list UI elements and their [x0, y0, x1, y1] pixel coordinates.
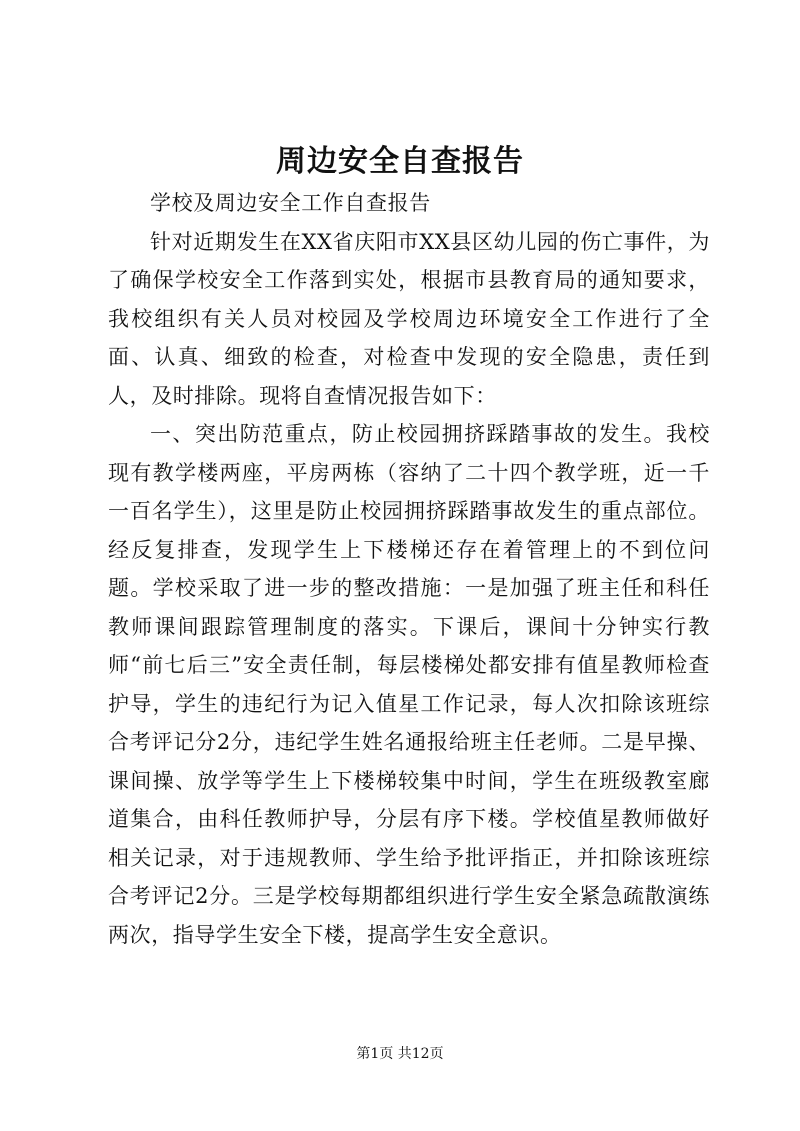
subtitle-paragraph: 学校及周边安全工作自查报告: [150, 191, 431, 215]
page-number-footer: 第1页 共12页: [356, 1046, 444, 1062]
intro-paragraph: 针对近期发生在XX省庆阳市XX县区幼儿园的伤亡事件，为了确保学校安全工作落到实处，根据市县教育局的通知要求，我校组织有关人员对校园及学校周边环境安全工作进行了全面、认真、细致的检查，对检查中发现的安全隐患，责任到人，及时排除。现将自查情况报告如下：: [108, 229, 710, 408]
document-title: 周边安全自查报告: [276, 144, 524, 179]
document-body: [108, 184, 710, 954]
section-one-paragraph: 一、突出防范重点，防止校园拥挤踩踏事故的发生。我校现有教学楼两座，平房两栋（容纳了二十四个教学班，近一千一百名学生），这里是防止校园拥挤踩踏事故发生的重点部位。经反复排查，发现学生上下楼梯还存在着管理上的不到位问题。学校采取了进一步的整改措施：一是加强了班主任和科任教师课间跟踪管理制度的落实。下课后，课间十分钟实行教师“前七后三”安全责任制，每层楼梯处都安排有值星教师检查护导，学生的违纪行为记入值星工作记录，每人次扣除该班综合考评记分2分，违纪学生姓名通报给班主任老师。二是早操、课间操、放学等学生上下楼梯较集中时间，学生在班级教室廊道集合，由科任教师护导，分层有序下楼。学校值星教师做好相关记录，对于违规教师、学生给予批评指正，并扣除该班综合考评记2分。三是学校每期都组织进行学生安全紧急疏散演练两次，指导学生安全下楼，提高学生安全意识。: [108, 422, 710, 947]
